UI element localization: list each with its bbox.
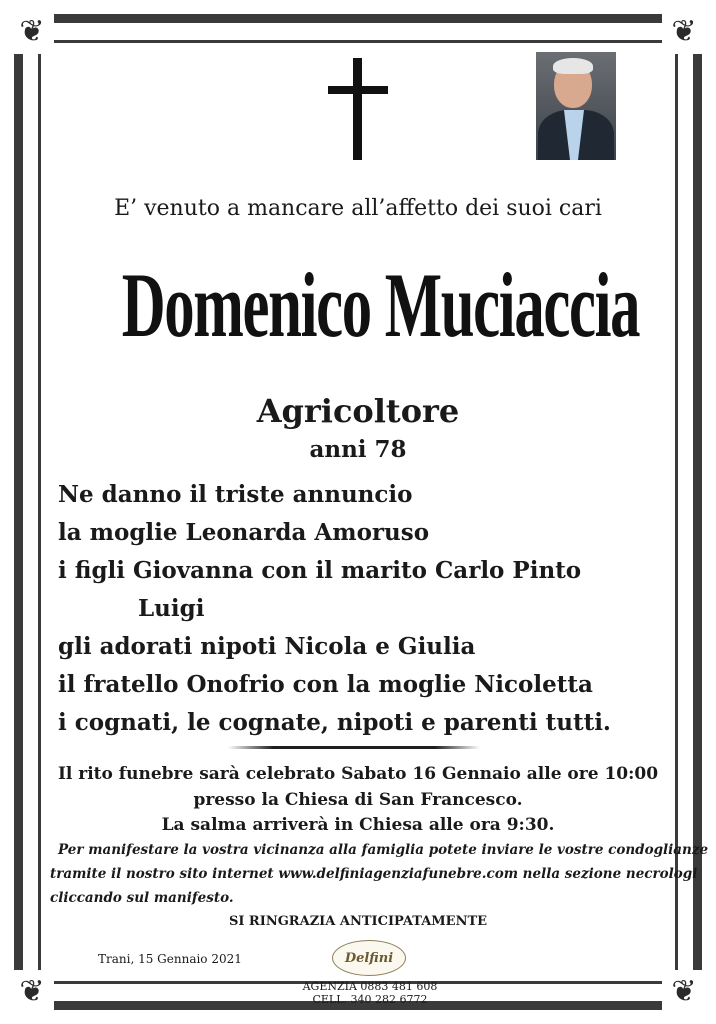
family-line: Luigi <box>138 595 205 622</box>
funeral-line: presso la Chiesa di San Francesco. <box>193 790 523 810</box>
family-line: gli adorati nipoti Nicola e Giulia <box>58 633 476 660</box>
corner-ornament-icon: ❦ <box>10 970 54 1014</box>
intro-text: E’ venuto a mancare all’affetto dei suoi cari <box>114 196 602 221</box>
family-line: Ne danno il triste annuncio <box>58 481 413 508</box>
cross-icon <box>328 58 388 160</box>
agency-logo-text: Delfini <box>344 950 394 966</box>
deceased-name: Domenico Muciaccia <box>121 254 640 356</box>
family-line: i cognati, le cognate, nipoti e parenti tutti. <box>58 709 611 736</box>
family-line: i figli Giovanna con il marito Carlo Pinto <box>58 557 582 584</box>
family-line: la moglie Leonarda Amoruso <box>58 519 430 546</box>
funeral-line: La salma arriverà in Chiesa alle ora 9:30. <box>161 815 555 835</box>
corner-ornament-icon: ❦ <box>662 970 706 1014</box>
agency-logo <box>332 940 406 976</box>
deceased-photo <box>536 52 616 160</box>
cell-phone: CELL. 340 282 6772 <box>312 993 428 1006</box>
corner-ornament-icon: ❦ <box>10 10 54 54</box>
thanks-text: SI RINGRAZIA ANTICIPATAMENTE <box>228 914 488 929</box>
family-line: il fratello Onofrio con la moglie Nicoletta <box>58 671 593 698</box>
occupation: Agricoltore <box>256 392 460 430</box>
agency-phone: AGENZIA 0883 481 608 <box>302 980 438 993</box>
corner-ornament-icon: ❦ <box>662 10 706 54</box>
age: anni 78 <box>309 436 407 463</box>
place-date: Trani, 15 Gennaio 2021 <box>98 952 242 966</box>
funeral-line: Il rito funebre sarà celebrato Sabato 16 Gennaio alle ore 10:00 <box>57 764 659 784</box>
condolence-line: tramite il nostro sito internet www.delfiniagenziafunebre.com nella sezione necrologi <box>50 866 698 882</box>
condolence-line: Per manifestare la vostra vicinanza alla famiglia potete inviare le vostre condoglianze <box>58 842 709 858</box>
condolence-line: cliccando sul manifesto. <box>50 890 234 906</box>
family-list <box>58 476 611 742</box>
divider <box>228 746 480 749</box>
